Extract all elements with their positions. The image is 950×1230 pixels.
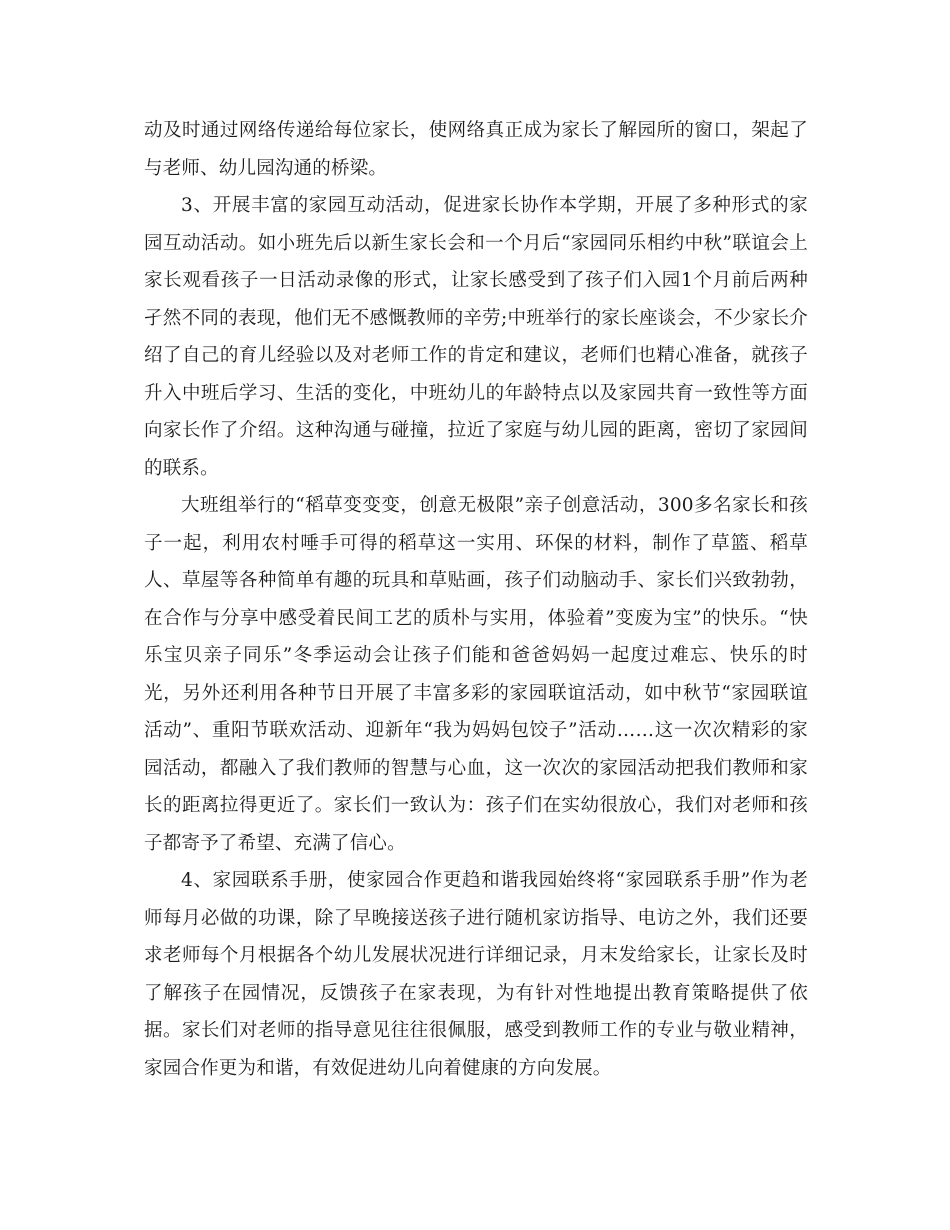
- document-body: [144, 112, 808, 1087]
- paragraph-4: 4、家园联系手册，使家园合作更趋和谐我园始终将“家园联系手册”作为老师每月必做的功课，除了早晚接送孩子进行随机家访指导、电访之外，我们还要求老师每个月根据各个幼儿发展状况进行详细记录，月末发给家长，让家长及时了解孩子在园情况，反馈孩子在家表现，为有针对性地提出教育策略提供了依据。家长们对老师的指导意见往往很佩服，感受到教师工作的专业与敬业精神，家园合作更为和谐，有效促进幼儿向着健康的方向发展。: [144, 870, 808, 1079]
- paragraph-2: 3、开展丰富的家园互动活动，促进家长协作本学期，开展了多种形式的家园互动活动。如小班先后以新生家长会和一个月后“家园同乐相约中秋”联谊会上家长观看孩子一日活动录像的形式，让家长感受到了孩子们入园1个月前后两种孑然不同的表现，他们无不感慨教师的辛劳;中班举行的家长座谈会，不少家长介绍了自己的育儿经验以及对老师工作的肯定和建议，老师们也精心准备，就孩子升入中班后学习、生活的变化，中班幼儿的年龄特点以及家园共育一致性等方面向家长作了介绍。这种沟通与碰撞，拉近了家庭与幼儿园的距离，密切了家园间的联系。: [144, 195, 808, 479]
- paragraph-1: 动及时通过网络传递给每位家长，使网络真正成为家长了解园所的窗口，架起了与老师、幼儿园沟通的桥梁。: [144, 120, 808, 179]
- paragraph-3: 大班组举行的“稻草变变变，创意无极限”亲子创意活动，300多名家长和孩子一起，利用农村唾手可得的稻草这一实用、环保的材料，制作了草篮、稻草人、草屋等各种简单有趣的玩具和草贴画，孩子们动脑动手、家长们兴致勃勃，在合作与分享中感受着民间工艺的质朴与实用，体验着”变废为宝”的快乐。“快乐宝贝亲子同乐”冬季运动会让孩子们能和爸爸妈妈一起度过难忘、快乐的时光，另外还利用各种节日开展了丰富多彩的家园联谊活动，如中秋节“家园联谊活动”、重阳节联欢活动、迎新年“我为妈妈包饺子”活动……这一次次精彩的家园活动，都融入了我们教师的智慧与心血，这一次次的家园活动把我们教师和家长的距离拉得更近了。家长们一致认为：孩子们在实幼很放心，我们对老师和孩子都寄予了希望、充满了信心。: [144, 495, 808, 854]
